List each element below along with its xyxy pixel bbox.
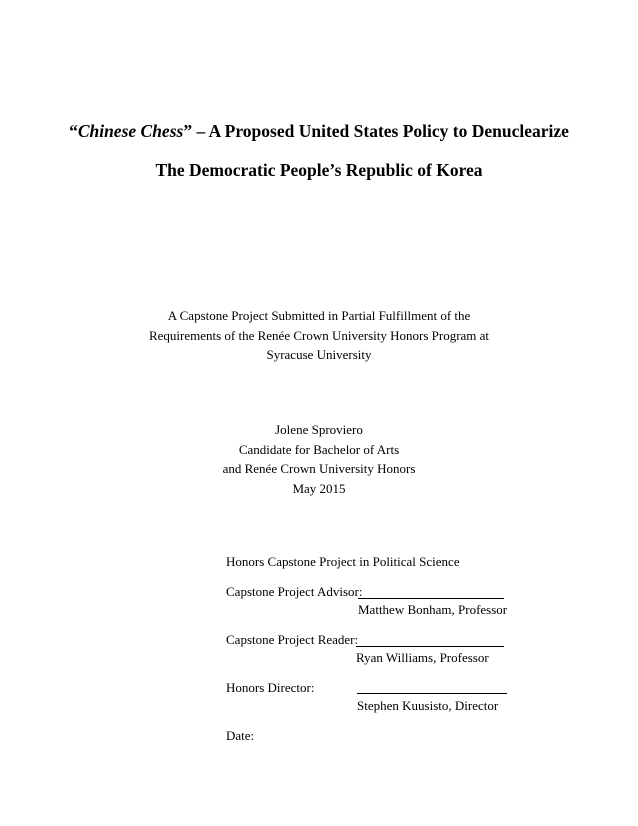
author-name: Jolene Sproviero [275,422,363,437]
submission-line-3: Syracuse University [266,347,372,362]
date-label: Date: [226,728,255,743]
program-statement: Honors Capstone Project in Political Science [226,554,460,569]
advisor-signature-line [358,598,504,599]
reader-signature-line [356,646,504,647]
title-quote-open: “ [69,121,78,141]
title-rest: ” – A Proposed United States Policy to Denuclearize [183,121,569,141]
director-name: Stephen Kuusisto, Director [357,698,499,713]
advisor-label: Capstone Project Advisor: [226,584,363,599]
reader-label: Capstone Project Reader: [226,632,359,647]
author-honors: and Renée Crown University Honors [222,461,416,476]
title-italic-phrase: Chinese Chess [77,121,184,141]
author-date: May 2015 [292,480,346,496]
director-label: Honors Director: [226,680,315,695]
title-line-2: The Democratic People’s Republic of Korea [155,160,483,180]
director-signature-line [357,693,507,694]
reader-name: Ryan Williams, Professor [356,650,489,665]
submission-line-2: Requirements of the Renée Crown University Honors Program at [148,327,490,343]
approvals-section [226,0,526,826]
advisor-name: Matthew Bonham, Professor [358,602,508,617]
submission-line-1: A Capstone Project Submitted in Partial Fulfillment of the [167,308,471,323]
author-degree: Candidate for Bachelor of Arts [238,441,400,457]
